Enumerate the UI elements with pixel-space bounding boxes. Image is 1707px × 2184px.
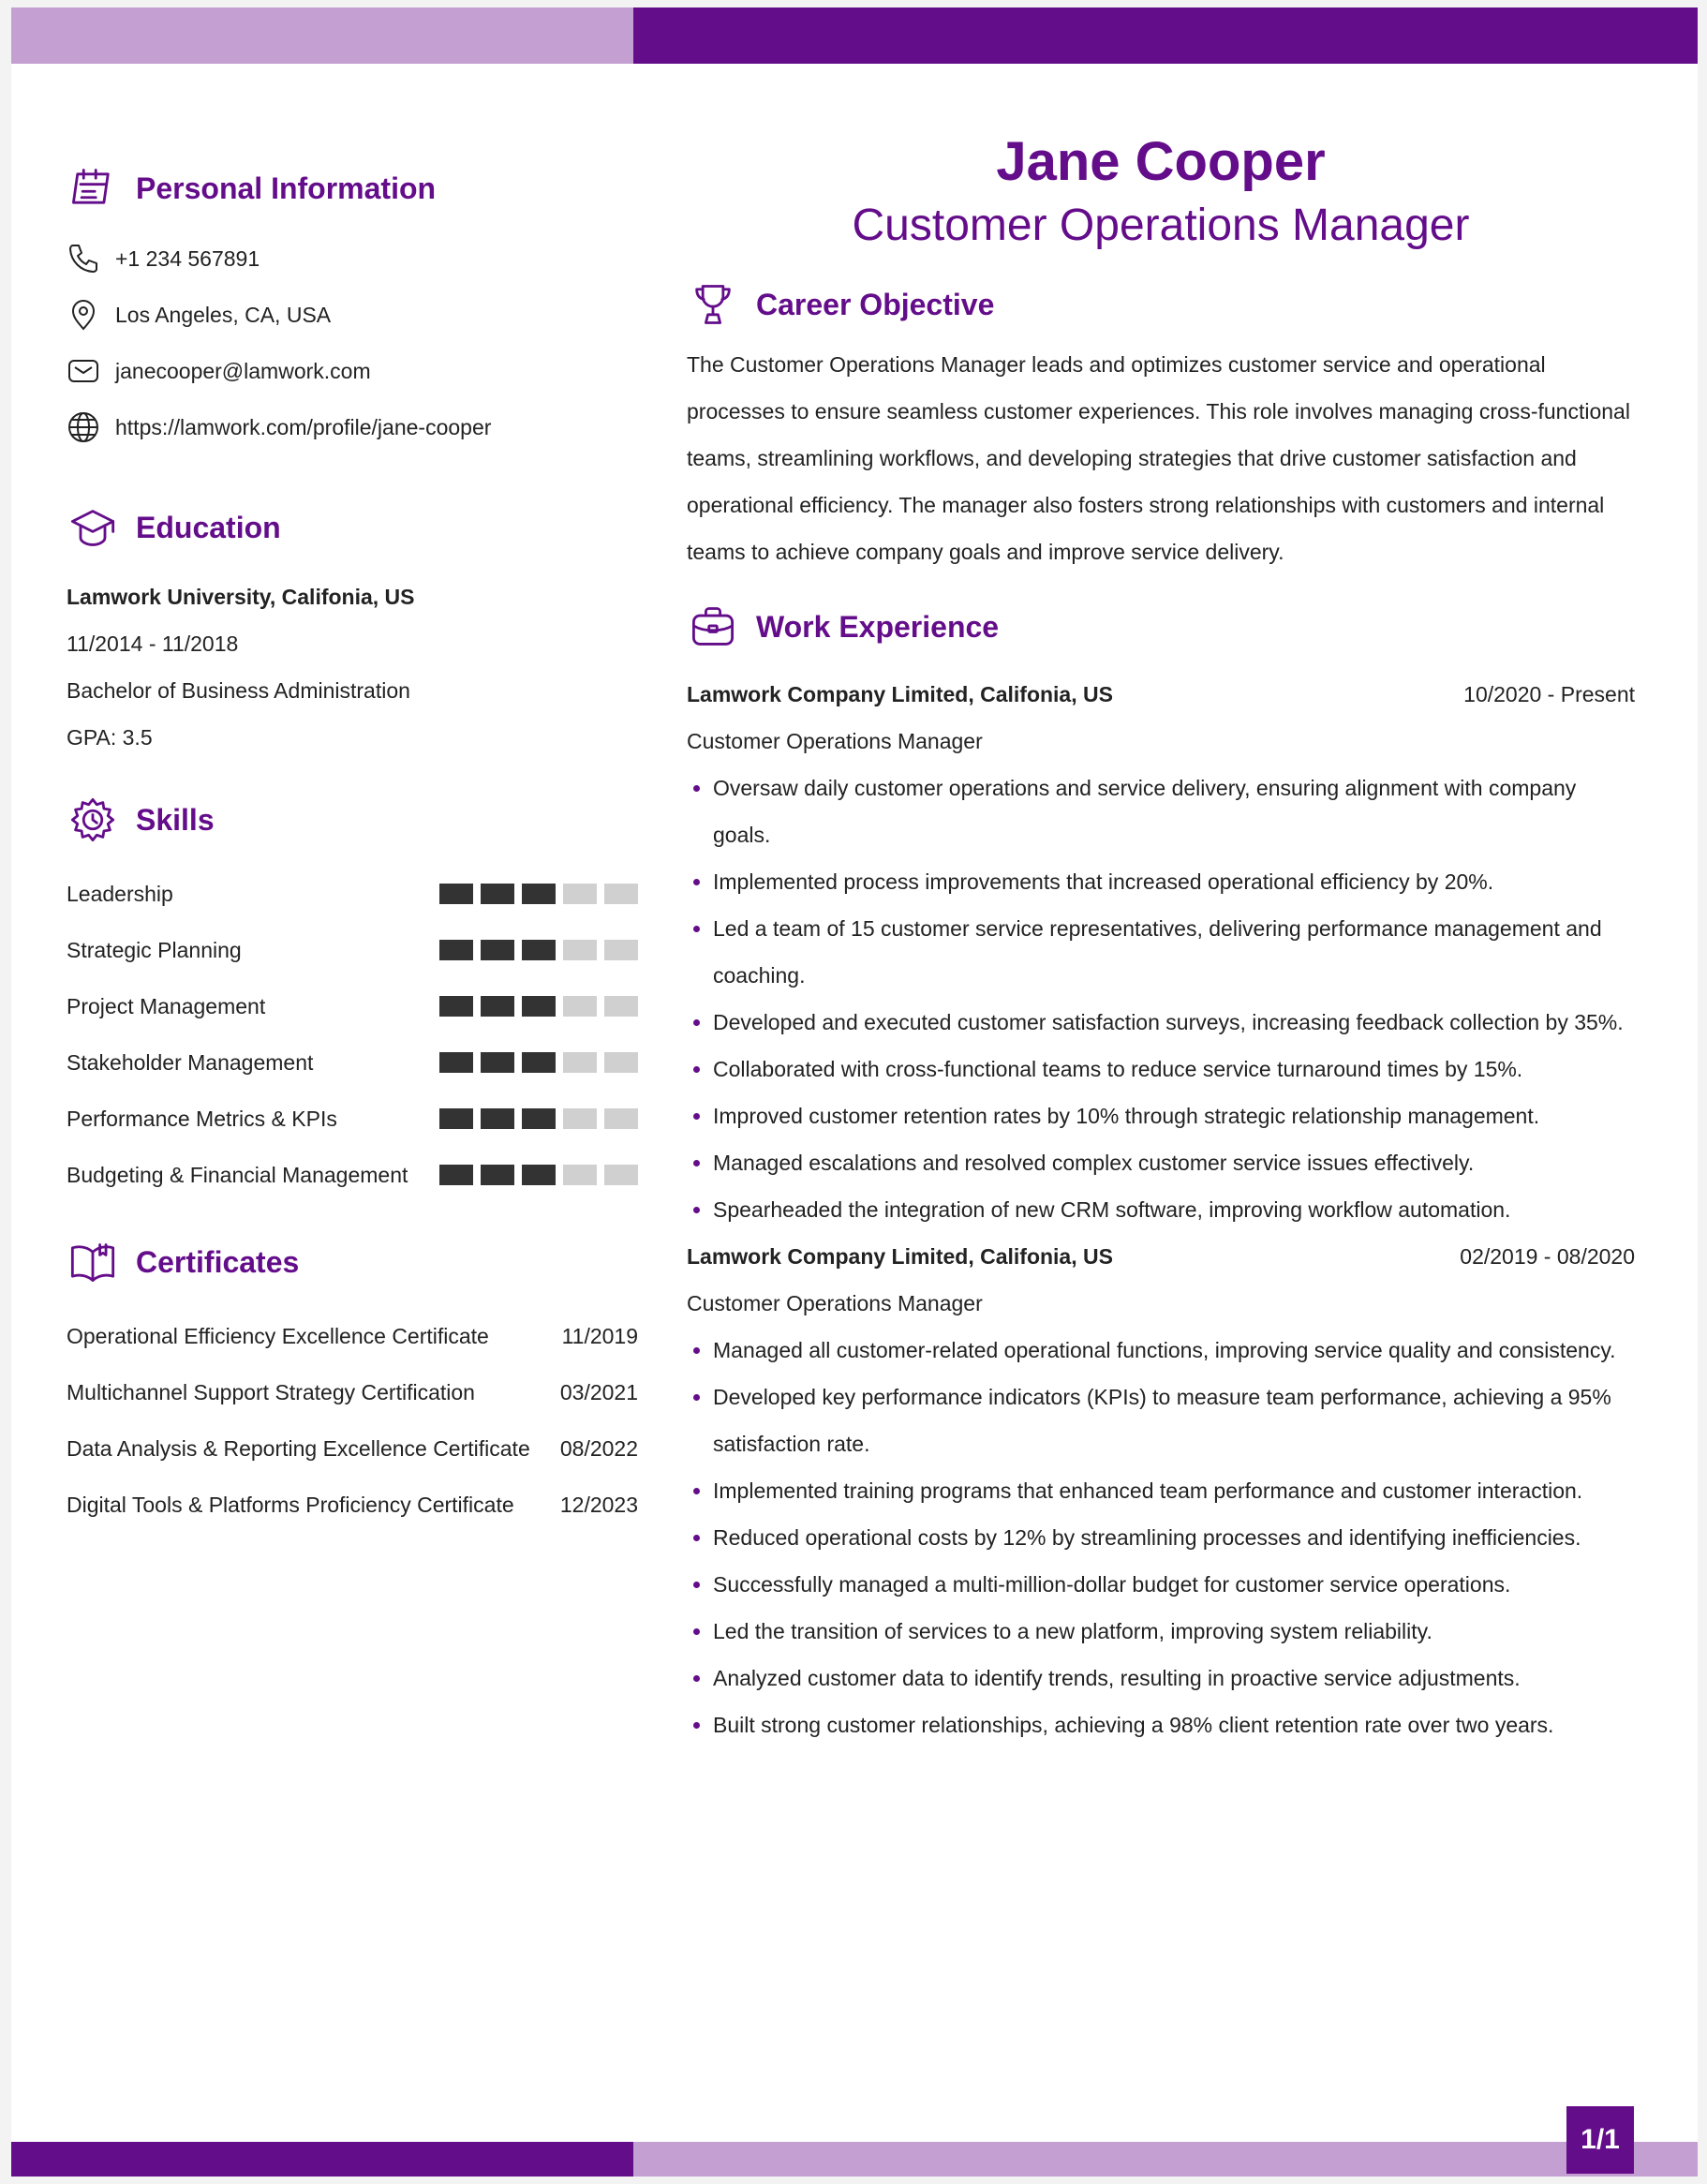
resume-page xyxy=(11,7,1698,2177)
job-bullet: • Successfully managed a multi-million-dollar budget for customer service operations. xyxy=(713,1561,1635,1608)
skill-level-box xyxy=(563,940,597,960)
contact-location xyxy=(67,287,638,343)
skills-list xyxy=(67,866,638,1203)
work-experience-title: Work Experience xyxy=(756,609,1000,644)
skill-level-box xyxy=(522,1052,556,1073)
skill-row xyxy=(67,1147,638,1203)
skill-row xyxy=(67,978,638,1034)
open-book-icon xyxy=(67,1236,119,1288)
candidate-title: Customer Operations Manager xyxy=(852,201,1470,250)
skill-level-box xyxy=(522,884,556,904)
jobs-list xyxy=(687,671,1635,1748)
skill-level-box xyxy=(481,940,514,960)
certificate-row xyxy=(67,1364,638,1420)
gear-clock-icon xyxy=(67,794,119,846)
bottom-bar-light xyxy=(633,2142,1698,2177)
skill-level-meter xyxy=(439,1052,638,1073)
job-dates: 02/2019 - 08/2020 xyxy=(1460,1244,1635,1269)
skill-level-box xyxy=(563,1108,597,1129)
education-dates: 11/2014 - 11/2018 xyxy=(67,631,239,656)
skill-level-box xyxy=(522,996,556,1017)
job-entry xyxy=(687,671,1635,1233)
certificate-row xyxy=(67,1420,638,1477)
skill-name: Strategic Planning xyxy=(67,937,242,962)
skill-row xyxy=(67,922,638,978)
job-bullet: • Developed key performance indicators (KPIs) to measure team performance, achieving a 95% satisfaction rate. xyxy=(713,1374,1635,1467)
certificates-title: Certificates xyxy=(136,1244,300,1279)
skill-level-box xyxy=(439,1108,473,1129)
education-title: Education xyxy=(136,510,281,544)
skill-level-box xyxy=(439,884,473,904)
certificate-name: Data Analysis & Reporting Excellence Certificate xyxy=(67,1436,530,1461)
location-pin-icon xyxy=(67,297,102,333)
skill-level-box xyxy=(439,996,473,1017)
personal-info-title: Personal Information xyxy=(136,171,437,205)
right-column xyxy=(687,129,1635,1748)
certificate-row xyxy=(67,1308,638,1364)
job-bullet: • Led the transition of services to a new platform, improving system reliability. xyxy=(713,1608,1635,1655)
left-column xyxy=(67,157,638,1533)
job-bullet: • Managed all customer-related operational functions, improving service quality and consistency. xyxy=(713,1327,1635,1374)
job-entry xyxy=(687,1233,1635,1748)
skill-level-box xyxy=(439,1052,473,1073)
certificate-date: 03/2021 xyxy=(559,1380,638,1404)
job-role: Customer Operations Manager xyxy=(687,1291,983,1315)
job-company: Lamwork Company Limited, Califonia, US xyxy=(687,682,1113,706)
skill-level-box xyxy=(563,884,597,904)
skill-level-box xyxy=(522,1165,556,1185)
certificates-list xyxy=(67,1308,638,1533)
certificates-header xyxy=(67,1231,638,1293)
job-bullet: • Spearheaded the integration of new CRM software, improving workflow automation. xyxy=(713,1186,1635,1233)
skill-level-box xyxy=(481,1052,514,1073)
skill-level-meter xyxy=(439,884,638,904)
job-bullet: • Managed escalations and resolved complex customer service issues effectively. xyxy=(713,1139,1635,1186)
graduation-cap-icon xyxy=(67,501,119,554)
skill-level-box xyxy=(604,1052,638,1073)
job-company: Lamwork Company Limited, Califonia, US xyxy=(687,1244,1113,1269)
job-bullet: • Collaborated with cross-functional teams to reduce service turnaround times by 15%. xyxy=(713,1046,1635,1092)
job-bullet: • Reduced operational costs by 12% by streamlining processes and identifying inefficiencies. xyxy=(713,1514,1635,1561)
bottom-bar-dark xyxy=(11,2142,633,2177)
location-text: Los Angeles, CA, USA xyxy=(115,302,332,327)
education-gpa: GPA: 3.5 xyxy=(67,725,153,750)
certificate-name: Operational Efficiency Excellence Certificate xyxy=(67,1324,489,1348)
contact-website xyxy=(67,399,638,455)
job-bullet: • Improved customer retention rates by 10% through strategic relationship management. xyxy=(713,1092,1635,1139)
globe-icon xyxy=(67,409,102,445)
job-dates: 10/2020 - Present xyxy=(1463,682,1635,706)
work-experience-header xyxy=(687,596,1635,658)
top-bar-light xyxy=(11,7,633,64)
trophy-icon xyxy=(687,278,739,331)
career-objective-header xyxy=(687,274,1635,335)
skill-level-meter xyxy=(439,996,638,1017)
career-objective-text: The Customer Operations Manager leads and optimizes customer service and operational processes to ensure seamless customer experiences. This role involves managing cross-functional teams, streamlining workflows, and developing strategies that drive customer satisfaction and operational efficiency. The manager also fosters strong relationships with customers and internal teams to achieve company goals and improve service delivery. xyxy=(687,352,1630,564)
skill-name: Project Management xyxy=(67,993,266,1018)
skill-level-box xyxy=(439,940,473,960)
job-bullets xyxy=(687,1327,1635,1748)
skills-title: Skills xyxy=(136,802,215,837)
job-bullet: • Developed and executed customer satisfaction surveys, increasing feedback collection by 35%. xyxy=(713,999,1635,1046)
skill-level-box xyxy=(604,996,638,1017)
mail-icon xyxy=(67,353,102,389)
skill-name: Stakeholder Management xyxy=(67,1049,314,1075)
education-header xyxy=(67,497,638,558)
certificate-row xyxy=(67,1477,638,1533)
certificate-date: 08/2022 xyxy=(559,1436,638,1461)
page-indicator: 1/1 xyxy=(1566,2106,1634,2174)
job-bullet: • Implemented training programs that enhanced team performance and customer interaction. xyxy=(713,1467,1635,1514)
skill-row xyxy=(67,866,638,922)
skill-level-meter xyxy=(439,1165,638,1185)
education-school: Lamwork University, Califonia, US xyxy=(67,585,415,609)
job-role: Customer Operations Manager xyxy=(687,729,983,753)
skill-level-box xyxy=(481,1165,514,1185)
education-degree: Bachelor of Business Administration xyxy=(67,678,410,703)
career-objective-title: Career Objective xyxy=(756,287,995,321)
skill-level-box xyxy=(563,996,597,1017)
candidate-name: Jane Cooper xyxy=(996,131,1326,192)
skill-name: Performance Metrics & KPIs xyxy=(67,1106,337,1131)
skill-level-box xyxy=(604,1165,638,1185)
skill-row xyxy=(67,1091,638,1147)
email-text: janecooper@lamwork.com xyxy=(115,358,371,383)
job-bullet: • Built strong customer relationships, achieving a 98% client retention rate over two years. xyxy=(713,1701,1635,1748)
skill-level-box xyxy=(563,1165,597,1185)
certificate-name: Digital Tools & Platforms Proficiency Certificate xyxy=(67,1493,514,1517)
job-bullet: • Analyzed customer data to identify trends, resulting in proactive service adjustments. xyxy=(713,1655,1635,1701)
phone-text: +1 234 567891 xyxy=(115,245,260,271)
skill-level-box xyxy=(604,940,638,960)
job-header xyxy=(687,671,1635,718)
job-bullet: • Implemented process improvements that increased operational efficiency by 20%. xyxy=(713,858,1635,905)
skill-name: Leadership xyxy=(67,881,173,906)
skill-name: Budgeting & Financial Management xyxy=(67,1162,408,1187)
skill-level-box xyxy=(481,1108,514,1129)
skill-level-box xyxy=(439,1165,473,1185)
job-bullets xyxy=(687,765,1635,1233)
certificate-date: 12/2023 xyxy=(559,1493,638,1517)
skills-header xyxy=(67,789,638,851)
skill-level-meter xyxy=(439,1108,638,1129)
contact-email xyxy=(67,343,638,399)
skill-level-box xyxy=(604,884,638,904)
top-bar-dark xyxy=(633,7,1698,64)
skill-level-meter xyxy=(439,940,638,960)
job-header xyxy=(687,1233,1635,1280)
skill-level-box xyxy=(604,1108,638,1129)
personal-info-header xyxy=(67,157,638,219)
phone-icon xyxy=(67,241,102,276)
skill-level-box xyxy=(563,1052,597,1073)
skill-level-box xyxy=(522,1108,556,1129)
certificate-date: 11/2019 xyxy=(561,1324,638,1348)
website-text: https://lamwork.com/profile/jane-cooper xyxy=(115,414,492,439)
skill-level-box xyxy=(481,884,514,904)
contact-phone xyxy=(67,230,638,287)
skill-row xyxy=(67,1034,638,1091)
certificate-name: Multichannel Support Strategy Certification xyxy=(67,1380,475,1404)
job-bullet: • Led a team of 15 customer service representatives, delivering performance management and coaching. xyxy=(713,905,1635,999)
calendar-icon xyxy=(67,162,119,215)
skill-level-box xyxy=(481,996,514,1017)
job-bullet: • Oversaw daily customer operations and service delivery, ensuring alignment with company goals. xyxy=(713,765,1635,858)
skill-level-box xyxy=(522,940,556,960)
briefcase-icon xyxy=(687,601,739,653)
